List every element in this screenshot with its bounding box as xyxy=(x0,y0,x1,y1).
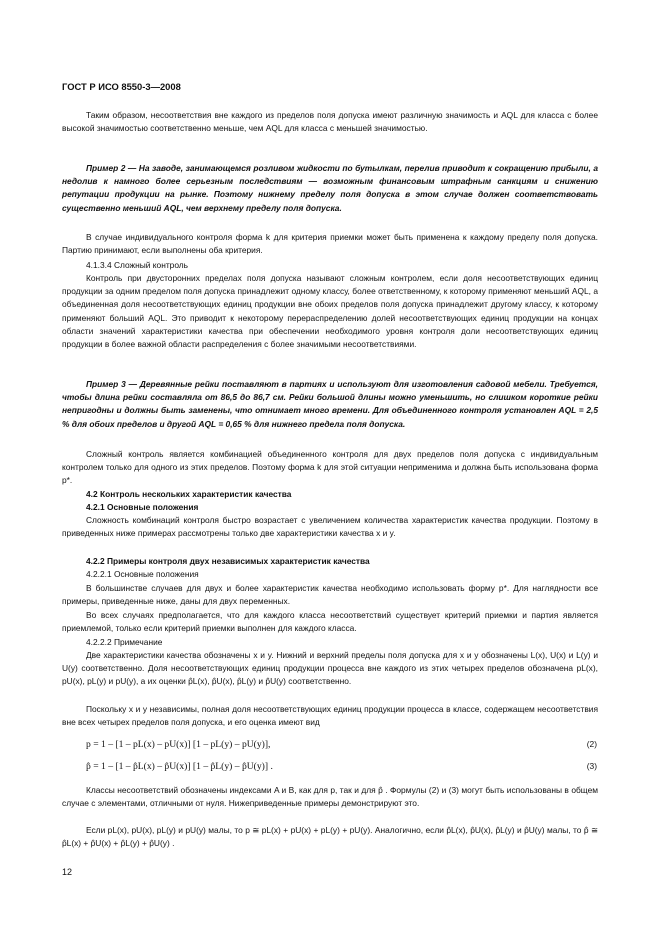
heading-4-2-1: 4.2.1 Основные положения xyxy=(86,502,199,512)
formula-2: p = 1 – [1 – pL(x) – pU(x)] [1 – pL(y) – pU(y)], xyxy=(86,739,271,750)
heading-4-2-2: 4.2.2 Примеры контроля двух независимых характеристик качества xyxy=(86,556,370,566)
paragraph: Поскольку x и y независимы, полная доля несоответствующих единиц продукции процесса в классе, содержащем несоответствия вне всех четырех пределов поля допуска, и его оценка имеют вид xyxy=(62,704,598,728)
example-3: Пример 3 — Деревянные рейки поставляют в партиях и используют для изготовления садовой мебели. Требуется, чтобы длина рейки составляла от 86,5 до 86,7 см. Рейки большой длины можно уменьшить, но слишком короткие рейки непригодны и должны быть заменены, что отнимает много времени. Для объединенного контроля установлен AQL = 2,5 % для обоих пределов и другой AQL = 0,65 % для нижнего предела поля допуска. xyxy=(62,379,598,429)
paragraph: Если pL(x), pU(x), pL(y) и pU(y) малы, то p ≅ pL(x) + pU(x) + pL(y) + pU(y). Аналогично, если p̂L(x), p̂U(x), p̂L(y) и p̂U(y) малы, то p̂ ≅ p̂L(x) + p̂U(x) + p̂L(y) + p̂U(y) . xyxy=(62,825,598,849)
formula-2-number: (2) xyxy=(586,739,597,749)
paragraph: Контроль при двусторонних пределах поля допуска называют сложным контролем, если доля несоответствующих единиц продукции за одним пределом поля допуска принадлежит одному классу, более ответственному, к которому применяют меньший AQL, а объединенная доля несоответствующих единиц продукции вне обоих пределов поля допуска принадлежит другому классу, к которому применяют больший AQL. Это приводит к некоторому перераспределению долей несоответствующих единиц продукции на концах области значений характеристики качества при обеспечении необходимого уровня контроля доли несоответствующих единиц продукции в более важной области распределения с более значимыми несоответствиями. xyxy=(62,273,598,350)
heading-4-2: 4.2 Контроль нескольких характеристик качества xyxy=(86,489,292,499)
document-header: ГОСТ Р ИСО 8550-3—2008 xyxy=(62,81,181,92)
paragraph: Классы несоответствий обозначены индексами A и B, как для p, так и для p̂ . Формулы (2) и (3) могут быть использованы в общем случае с элементами, отличными от нуля. Нижеприведенные примеры демонстрируют это. xyxy=(62,785,598,809)
paragraph: Две характеристики качества обозначены x и y. Нижний и верхний пределы поля допуска для x и y обозначены L(x), U(x) и L(y) и U(y) соответственно. Доля несоответствующих единиц продукции процесса вне каждого из этих четырех пределов обозначена pL(x), pU(x), pL(y) и pU(y), а их оценки p̂L(x), p̂U(x), p̂L(y) и p̂U(y) соответственно. xyxy=(62,650,598,687)
formula-3-number: (3) xyxy=(586,761,597,771)
formula-3: p̂ = 1 – [1 – p̂L(x) – p̂U(x)] [1 – p̂L(y) – p̂U(y)] . xyxy=(86,761,273,772)
section-4-2-2-1: 4.2.2.1 Основные положения xyxy=(86,569,199,579)
paragraph: Сложный контроль является комбинацией объединенного контроля для двух пределов поля допуска с индивидуальным контролем только для одного из этих пределов. Поэтому форма k для этой ситуации неприменима и должна быть использована форма p*. xyxy=(62,449,598,486)
paragraph: В большинстве случаев для двух и более характеристик качества необходимо использовать форму p*. Для наглядности все примеры, приведенные ниже, даны для двух переменных. xyxy=(62,583,598,607)
paragraph: В случае индивидуального контроля форма k для критерия приемки может быть применена к каждому пределу поля допуска. Партию принимают, если выполнены оба критерия. xyxy=(62,232,598,256)
paragraph: Сложность комбинаций контроля быстро возрастает с увеличением количества характеристик качества продукции. Поэтому в приведенных ниже примерах рассмотрены только две характеристики качества x и y. xyxy=(62,515,598,539)
page-number: 12 xyxy=(62,867,73,877)
section-4-1-3-4: 4.1.3.4 Сложный контроль xyxy=(86,260,189,270)
paragraph: Во всех случаях предполагается, что для каждого класса несоответствий существует критерий приемки и партия является приемлемой, только если критерий приемки выполнен для каждого класса. xyxy=(62,610,598,634)
paragraph: Таким образом, несоответствия вне каждого из пределов поля допуска имеют различную значимость и AQL для класса с более высокой значимостью соответственно меньше, чем AQL для класса с меньшей значимостью. xyxy=(62,110,598,134)
section-4-2-2-2: 4.2.2.2 Примечание xyxy=(86,637,163,647)
example-2: Пример 2 — На заводе, занимающемся розливом жидкости по бутылкам, перелив приводит к сокращению прибыли, а недолив к намного более серьезным последствиям — возможным финансовым штрафным санкциям и снижению репутации продукции на рынке. Поэтому нижнему пределу поля допуска в этом случае должен соответствовать существенно меньший AQL, чем верхнему пределу поля допуска. xyxy=(62,163,598,213)
